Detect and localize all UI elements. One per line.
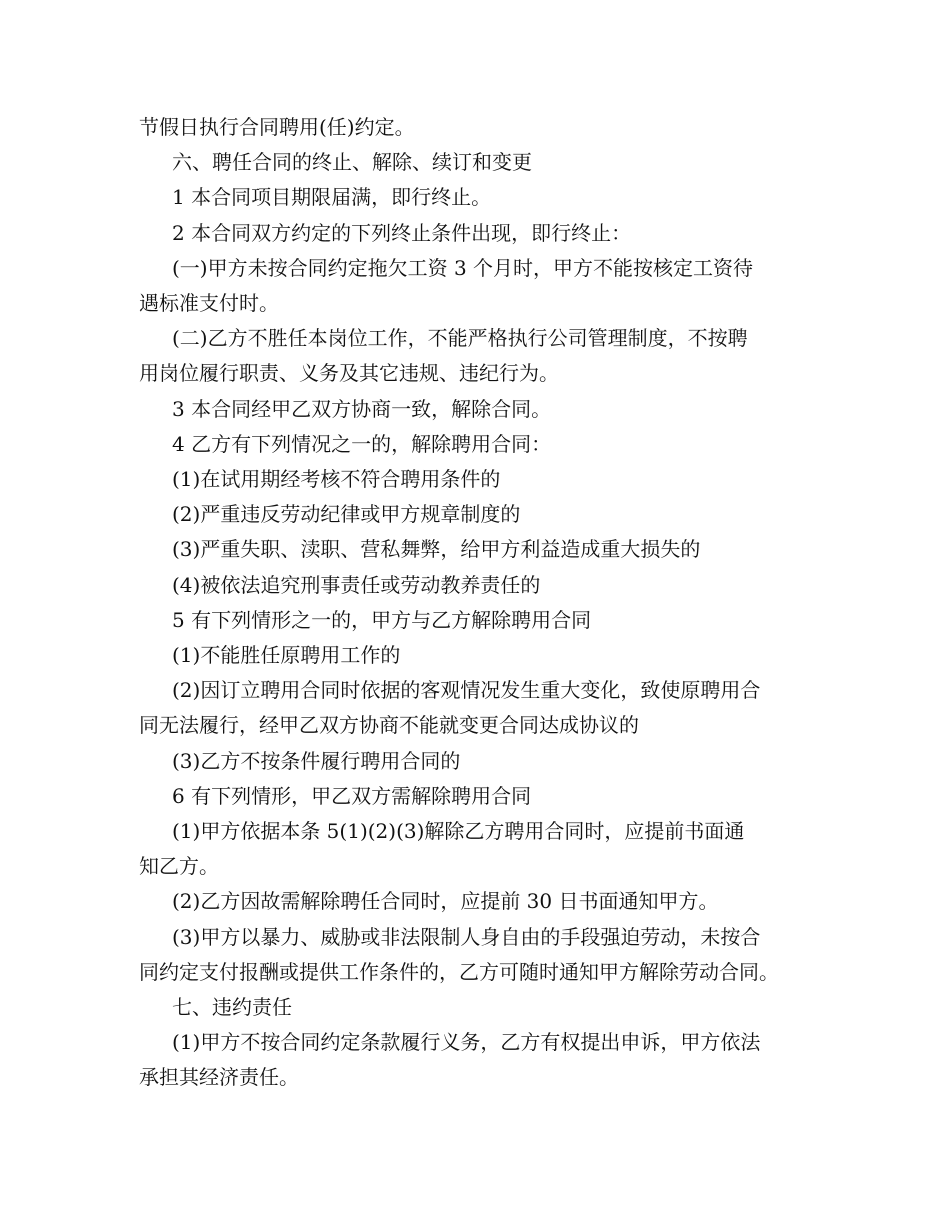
- paragraph-line: (1)甲方不按合同约定条款履行义务，乙方有权提出申诉，甲方依法: [172, 1030, 761, 1055]
- paragraph-line: 同无法履行，经甲乙双方协商不能就变更合同达成协议的: [139, 713, 639, 738]
- paragraph-line: 4 乙方有下列情况之一的，解除聘用合同：: [172, 431, 552, 456]
- paragraph-line: 3 本合同经甲乙双方协商一致，解除合同。: [172, 396, 552, 421]
- paragraph-line: (2)严重违反劳动纪律或甲方规章制度的: [172, 502, 521, 527]
- paragraph-line: 七、违约责任: [172, 995, 292, 1020]
- paragraph-line: (二)乙方不胜任本岗位工作，不能严格执行公司管理制度，不按聘: [172, 326, 748, 351]
- paragraph-line: 六、聘任合同的终止、解除、续订和变更: [172, 150, 532, 175]
- paragraph-line: (1)在试用期经考核不符合聘用条件的: [172, 467, 501, 492]
- paragraph-line: 遇标准支付时。: [139, 291, 279, 316]
- paragraph-line: (1)甲方依据本条 5(1)(2)(3)解除乙方聘用合同时，应提前书面通: [172, 819, 745, 844]
- paragraph-line: 5 有下列情形之一的，甲方与乙方解除聘用合同: [172, 607, 592, 632]
- paragraph-line: 承担其经济责任。: [139, 1065, 299, 1090]
- document-body: [139, 110, 819, 1096]
- paragraph-line: (2)因订立聘用合同时依据的客观情况发生重大变化，致使原聘用合: [172, 678, 761, 703]
- paragraph-line: (4)被依法追究刑事责任或劳动教养责任的: [172, 572, 541, 597]
- paragraph-line: (3)甲方以暴力、威胁或非法限制人身自由的手段强迫劳动，未按合: [172, 924, 761, 949]
- paragraph-line: (2)乙方因故需解除聘任合同时，应提前 30 日书面通知甲方。: [172, 889, 719, 914]
- paragraph-line: 2 本合同双方约定的下列终止条件出现，即行终止：: [172, 220, 632, 245]
- paragraph-line: (3)严重失职、渎职、营私舞弊，给甲方利益造成重大损失的: [172, 537, 701, 562]
- paragraph-line: 节假日执行合同聘用(任)约定。: [139, 115, 415, 139]
- paragraph-line: (1)不能胜任原聘用工作的: [172, 643, 401, 668]
- paragraph-line: 同约定支付报酬或提供工作条件的，乙方可随时通知甲方解除劳动合同。: [139, 959, 779, 984]
- paragraph-line: 1 本合同项目期限届满，即行终止。: [172, 185, 492, 210]
- paragraph-line: 用岗位履行职责、义务及其它违规、违纪行为。: [139, 361, 559, 386]
- paragraph-line: (3)乙方不按条件履行聘用合同的: [172, 748, 461, 773]
- paragraph-line: 6 有下列情形，甲乙双方需解除聘用合同: [172, 783, 532, 808]
- paragraph-line: (一)甲方未按合同约定拖欠工资 3 个月时，甲方不能按核定工资待: [172, 255, 754, 280]
- paragraph-line: 知乙方。: [139, 854, 219, 879]
